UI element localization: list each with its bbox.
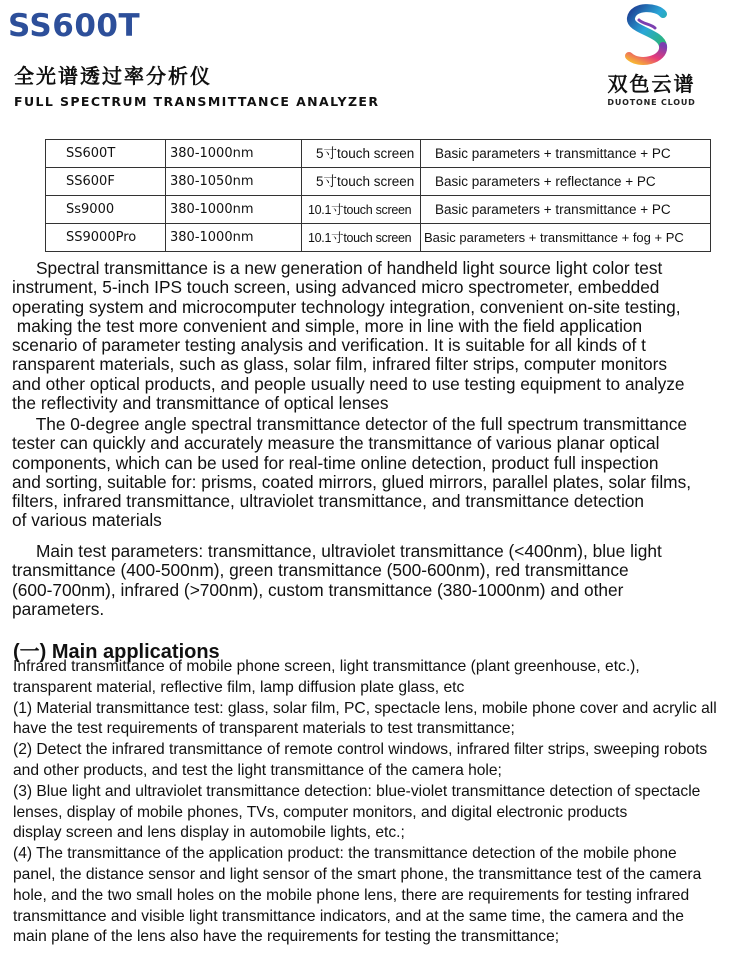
paragraph-line: parameters. — [12, 598, 105, 619]
application-line: hole, and the two small holes on the mobile phone lens, there are requirements for testing infrared — [13, 886, 690, 904]
paragraph-line: components, which can be used for real-time online detection, product full inspection — [12, 452, 659, 473]
paragraph-line: The 0-degree angle spectral transmittance detector of the full spectrum transmittance — [12, 414, 687, 434]
product-model-title: SS600T — [8, 8, 141, 44]
application-line: (2) Detect the infrared transmittance of remote control windows, infrared filter strips, sweeping robots — [13, 741, 708, 759]
application-line: Infrared transmittance of mobile phone screen, light transmittance (plant greenhouse, etc.), — [13, 658, 640, 675]
application-line: lenses, display of mobile phones, TVs, computer monitors, and digital electronic products — [13, 803, 628, 821]
model-cell: SS600T — [46, 140, 166, 168]
applications-list — [13, 657, 717, 948]
paragraph-line: making the test more convenient and simple, more in line with the field application — [12, 315, 643, 336]
screen-cell: 10.1寸touch screen — [302, 224, 421, 252]
paragraph-line: operating system and microcomputer technology integration, convenient on-site testing, — [12, 296, 681, 317]
paragraph-line: (600-700nm), infrared (>700nm), custom transmittance (380-1000nm) and other — [12, 579, 624, 600]
paragraph-line: tester can quickly and accurately measure the transmittance of various planar optical — [12, 433, 660, 454]
params-cell: Basic parameters + transmittance + PC — [421, 196, 711, 224]
params-cell: Basic parameters + transmittance + PC — [421, 140, 711, 168]
logo-chinese-name: 双色云谱 — [607, 72, 696, 96]
detector-paragraph — [12, 415, 691, 531]
paragraph-line: ransparent materials, such as glass, solar film, infrared filter strips, computer monitors — [12, 354, 667, 375]
model-cell: Ss9000 — [46, 196, 166, 224]
application-line: display screen and lens display in automobile lights, etc.; — [13, 824, 405, 842]
intro-paragraph — [12, 259, 685, 413]
params-cell: Basic parameters + reflectance + PC — [421, 168, 711, 196]
model-cell: SS9000Pro — [46, 224, 166, 252]
screen-cell: 5寸touch screen — [302, 140, 421, 168]
application-line: transparent material, reflective film, lamp diffusion plate glass, etc — [13, 678, 465, 696]
paragraph-line: transmittance (400-500nm), green transmittance (500-600nm), red transmittance — [12, 560, 629, 581]
paragraph-line: the reflectivity and transmittance of optical lenses — [12, 393, 389, 414]
range-cell: 380-1000nm — [166, 196, 302, 224]
range-cell: 380-1050nm — [166, 168, 302, 196]
duotone-cloud-logo — [584, 0, 750, 112]
paragraph-line: instrument, 5-inch IPS touch screen, using advanced micro spectrometer, embedded — [12, 277, 660, 298]
range-cell: 380-1000nm — [166, 224, 302, 252]
application-line: transmittance and visible light transmittance indicators, and at the same time, the camera and the — [13, 907, 684, 925]
logo-s-icon — [617, 2, 677, 70]
paragraph-line: Spectral transmittance is a new generation of handheld light source light color test — [12, 258, 663, 278]
logo-english-name: DUOTONE CLOUD — [607, 98, 696, 107]
table-row — [46, 196, 711, 224]
model-cell: SS600F — [46, 168, 166, 196]
chinese-product-title: 全光谱透过率分析仪 — [14, 64, 212, 88]
table-row — [46, 168, 711, 196]
main-applications-heading: (一) Main applications — [13, 641, 220, 663]
application-line: panel, the distance sensor and light sensor of the smart phone, the transmittance test of the camera — [13, 865, 702, 883]
screen-cell: 5寸touch screen — [302, 168, 421, 196]
application-line: (1) Material transmittance test: glass, solar film, PC, spectacle lens, mobile phone cover and acrylic all — [13, 699, 717, 717]
paragraph-line: of various materials — [12, 510, 162, 531]
application-line: (4) The transmittance of the application product: the transmittance detection of the mobile phone — [13, 845, 677, 863]
params-cell: Basic parameters + transmittance + fog + PC — [421, 224, 711, 252]
paragraph-line: and other optical products, and people usually need to use testing equipment to analyze — [12, 373, 685, 394]
table-row — [46, 140, 711, 168]
paragraph-line: and sorting, suitable for: prisms, coated mirrors, glued mirrors, parallel plates, solar films, — [12, 471, 692, 492]
application-line: and other products, and test the light transmittance of the camera hole; — [13, 761, 502, 779]
test-parameters-paragraph — [12, 542, 662, 619]
paragraph-line: scenario of parameter testing analysis and verification. It is suitable for all kinds of t — [12, 335, 646, 356]
paragraph-line: Main test parameters: transmittance, ultraviolet transmittance (<400nm), blue light — [12, 541, 662, 561]
range-cell: 380-1000nm — [166, 140, 302, 168]
application-line: have the test requirements of transparent materials to test transmittance; — [13, 720, 515, 738]
application-line: (3) Blue light and ultraviolet transmittance detection: blue-violet transmittance detection of spectacle — [13, 782, 701, 800]
screen-cell: 10.1寸touch screen — [302, 196, 421, 224]
english-product-title: FULL SPECTRUM TRANSMITTANCE ANALYZER — [14, 94, 380, 109]
spec-table — [45, 139, 711, 252]
application-line: main plane of the lens also have the requirements for testing the transmittance; — [13, 928, 560, 946]
paragraph-line: filters, infrared transmittance, ultraviolet transmittance, and transmittance detection — [12, 491, 645, 512]
table-row — [46, 224, 711, 252]
